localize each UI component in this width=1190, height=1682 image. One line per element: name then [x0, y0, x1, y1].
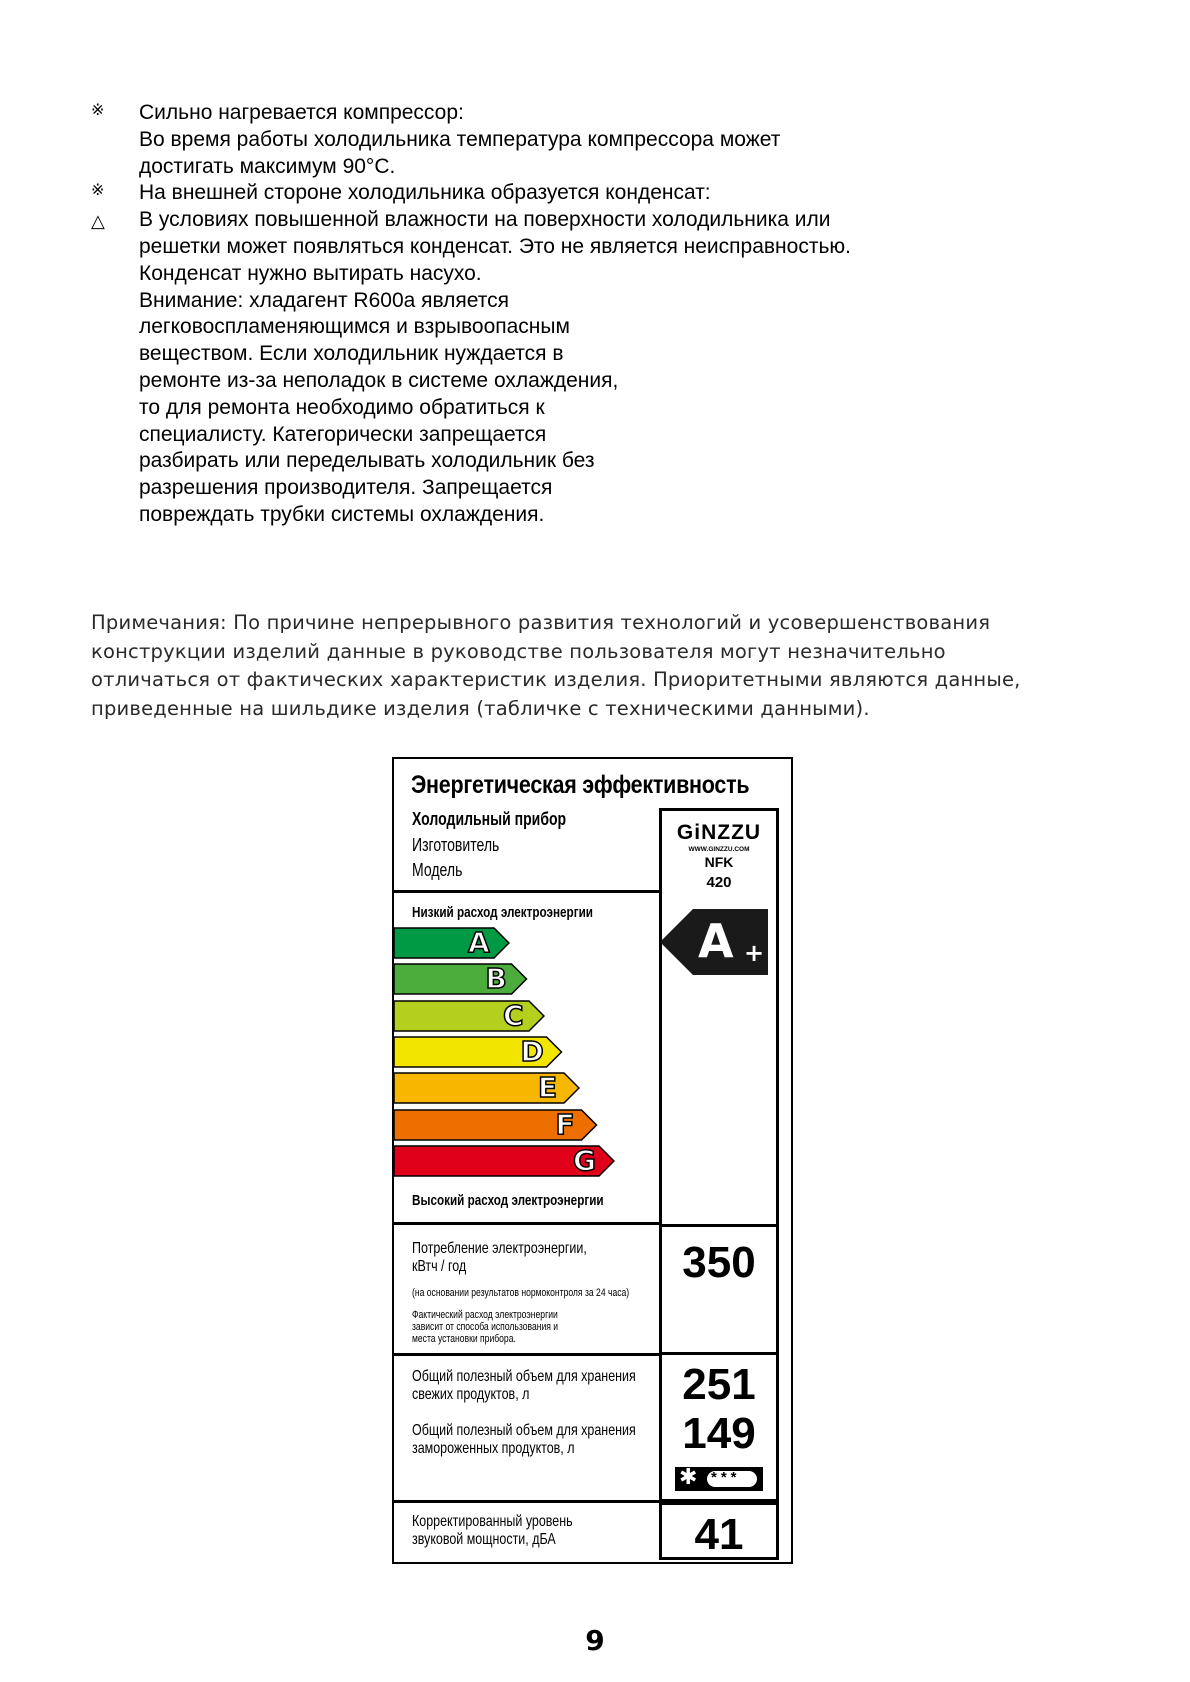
consumption-note: (на основании результатов нормоконтроля за 24 часа)	[412, 1287, 630, 1299]
warning-text: достигать максимум 90°С.	[139, 154, 396, 178]
warning-text: то для ремонта необходимо обратиться к	[139, 395, 545, 419]
warning-text: легковоспламеняющимся и взрывоопасным	[139, 315, 570, 339]
snowflake-icon: ✱	[679, 1465, 698, 1490]
warning-text: Сильно нагревается компрессор:	[139, 101, 464, 124]
frozen-volume-value: 149	[682, 1409, 756, 1458]
note-line: отличаться от фактических характеристик изделия. Приоритетными являются данные,	[91, 668, 1021, 691]
consumption-fact: Фактический расход электроэнергии	[412, 1309, 558, 1321]
warning-line	[91, 502, 1111, 529]
noise-label: Корректированный уровень	[412, 1513, 573, 1530]
high-consumption-label: Высокий расход электроэнергии	[412, 1192, 604, 1209]
warning-text: специалисту. Категорически запрещается	[139, 422, 547, 446]
rating-arrow	[660, 909, 768, 975]
warning-line	[91, 154, 1111, 181]
warnings-block	[91, 100, 1111, 529]
divider	[394, 1222, 661, 1225]
consumption-fact: зависит от способа использования и	[412, 1321, 559, 1333]
model-label: Модель	[412, 860, 463, 880]
brand-box	[659, 808, 779, 893]
warning-line	[91, 448, 1111, 475]
rating-letter: A	[698, 914, 734, 968]
consumption-box	[659, 1224, 779, 1355]
energy-class-letter: G	[573, 1143, 596, 1177]
divider	[394, 1500, 661, 1503]
energy-class-bar-g	[394, 1145, 615, 1177]
reference-mark-icon: ※	[91, 180, 105, 200]
reference-mark-icon: ※	[91, 100, 105, 119]
frozen-volume-label: Общий полезный объем для хранения	[412, 1422, 636, 1439]
warning-text: Конденсат нужно вытирать насухо.	[139, 261, 482, 285]
warning-line	[91, 234, 1111, 261]
divider	[394, 890, 661, 893]
note-line: Примечания: По причине непрерывного развития технологий и усовершенствования	[91, 611, 991, 634]
noise-box	[659, 1502, 779, 1560]
warning-text: В условиях повышенной влажности на поверхности холодильника или	[139, 208, 831, 232]
consumption-unit: кВтч / год	[412, 1258, 467, 1275]
rating-plus: +	[744, 939, 765, 967]
energy-label	[392, 757, 793, 1564]
divider	[394, 1353, 661, 1356]
energy-class-bar-f	[394, 1109, 598, 1141]
energy-class-letter: C	[503, 998, 524, 1032]
energy-class-letter: F	[555, 1107, 575, 1141]
warning-line	[91, 395, 1111, 422]
warning-text: Во время работы холодильника температура компрессора может	[139, 127, 781, 151]
energy-class-letter: A	[468, 926, 490, 959]
warning-line	[91, 127, 1111, 154]
warning-line	[91, 100, 1111, 127]
noise-label: звуковой мощности, дБА	[412, 1531, 556, 1548]
warning-text: На внешней стороне холодильника образуется конденсат:	[139, 181, 711, 205]
warning-line	[91, 207, 1111, 234]
freezer-stars: ***	[711, 1469, 741, 1486]
low-consumption-label: Низкий расход электроэнергии	[412, 904, 593, 921]
label-title: Энергетическая эффективность	[411, 771, 750, 799]
warning-text: веществом. Если холодильник нуждается в	[139, 342, 564, 366]
energy-class-letter: B	[485, 962, 507, 996]
warning-text: разбирать или переделывать холодильник без	[139, 449, 595, 473]
warning-line	[91, 341, 1111, 368]
fresh-volume-label: Общий полезный объем для хранения	[412, 1368, 636, 1385]
consumption-fact: места установки прибора.	[412, 1333, 516, 1345]
warning-text: решетки может появляться конденсат. Это не является неисправностью.	[139, 234, 851, 258]
note-block	[91, 609, 1131, 723]
warning-line	[91, 314, 1111, 341]
energy-class-letter: E	[538, 1071, 558, 1105]
warning-text: повреждать трубки системы охлаждения.	[139, 502, 545, 526]
warning-line	[91, 475, 1111, 502]
volume-box	[659, 1355, 779, 1502]
freezer-star-rating	[675, 1467, 763, 1491]
model-number: 420	[706, 874, 732, 891]
warning-line	[91, 288, 1111, 315]
energy-class-bar-b	[394, 963, 528, 995]
fresh-volume-value: 251	[682, 1360, 756, 1409]
consumption-value: 350	[682, 1238, 756, 1287]
triangle-warning-icon: △	[91, 211, 105, 233]
energy-class-bar-e	[394, 1072, 580, 1104]
warning-text: ремонте из-за неполадок в системе охлаждения,	[139, 368, 619, 392]
energy-class-letter: D	[520, 1034, 544, 1068]
warning-text: Внимание: хладагент R600a является	[139, 288, 510, 312]
fresh-volume-label: свежих продуктов, л	[412, 1386, 530, 1403]
page-number: 9	[585, 1624, 605, 1657]
noise-value: 41	[694, 1510, 744, 1559]
warning-text: разрешения производителя. Запрещается	[139, 476, 553, 500]
energy-class-bar-c	[394, 1000, 545, 1032]
consumption-label: Потребление электроэнергии,	[412, 1240, 587, 1257]
brand-url: WWW.GINZZU.COM	[688, 846, 750, 853]
frozen-volume-label: замороженных продуктов, л	[412, 1440, 575, 1457]
note-line: конструкции изделий данные в руководстве пользователя могут незначительно	[91, 639, 946, 663]
manufacturer-label: Изготовитель	[412, 835, 500, 855]
appliance-type: Холодильный прибор	[412, 809, 567, 829]
warning-line	[91, 422, 1111, 449]
warning-line	[91, 368, 1111, 395]
note-line: приведенные на шильдике изделия (табличке с техническими данными).	[91, 696, 870, 720]
energy-class-bar-d	[394, 1036, 563, 1068]
energy-class-bar-a	[394, 927, 510, 959]
warning-line	[91, 180, 1111, 207]
brand-logo: GiNZZU	[676, 821, 762, 844]
model-name: NFK	[704, 854, 734, 870]
warning-line	[91, 261, 1111, 288]
